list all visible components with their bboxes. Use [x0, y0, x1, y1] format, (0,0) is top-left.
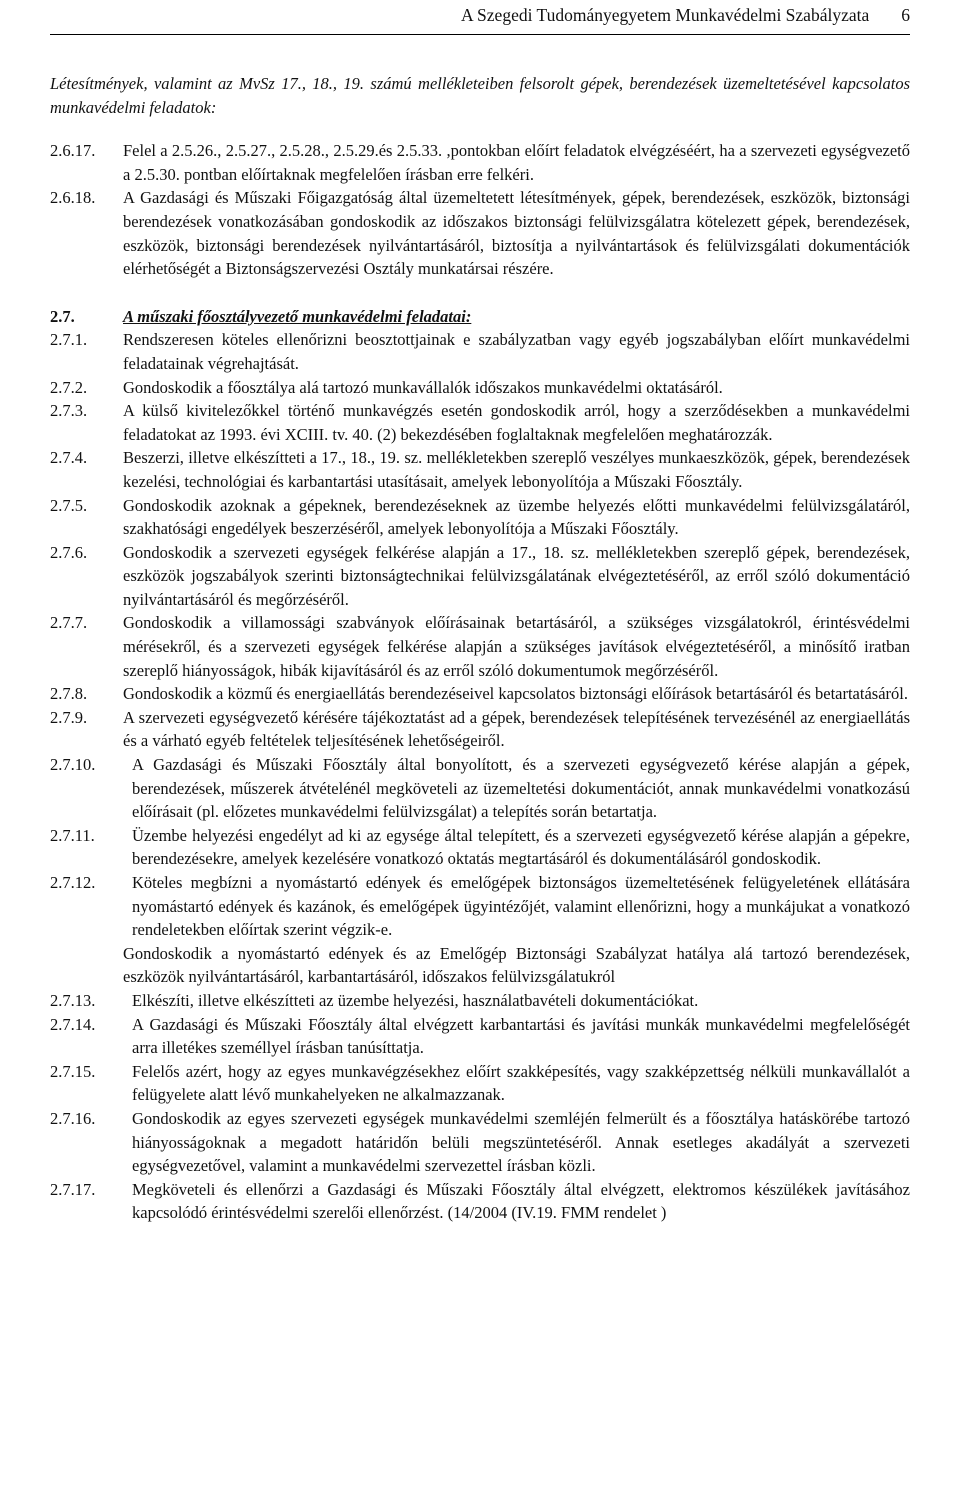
- item-number: 2.7.10.: [50, 755, 96, 775]
- section-number: 2.7.: [50, 306, 75, 326]
- item-number: 2.7.7.: [50, 613, 88, 633]
- item-number: 2.7.14.: [50, 1014, 96, 1034]
- item-text: Rendszeresen köteles ellenőrizni beosztottjainak e szabályzatban vagy egyéb jogszabályban előírt munkavédelmi feladatainak végrehajtását.: [123, 330, 910, 373]
- item-text: Gondoskodik a közmű és energiaellátás berendezéseivel kapcsolatos biztonsági előírások betartásáról és betartatásáról.: [123, 684, 908, 704]
- list-item: [50, 446, 910, 493]
- item-text: Köteles megbízni a nyomástartó edények és emelőgépek biztonságos üzemeltetésének felügyeletének ellátására nyomástartó edények és kazánok, és emelőgépek ügyintézőjét, valamint ellenőrizni, hogy a munkájukat a vonatkozó rendeletekben előírtak szerint végzik-e.: [132, 873, 910, 940]
- item-number: 2.7.5.: [50, 495, 88, 515]
- page-number: 6: [901, 5, 910, 25]
- list-item: [50, 399, 910, 446]
- section-title: A műszaki főosztályvezető munkavédelmi feladatai:: [123, 306, 472, 326]
- item-text: Gondoskodik a villamossági szabványok előírásainak betartásáról, a szükséges vizsgálatokról, érintésvédelmi mérésekről, és a szervezeti egységek felkérése alapján a szükséges javítások elvégeztetéséről, a minősítő iratban szereplő hiányosságok, hibák kijavításáról és az erről szóló dokumentumok megőrzéséről.: [123, 613, 910, 680]
- intro-paragraph: Létesítmények, valamint az MvSz 17., 18., 19. számú mellékleteiben felsorolt gépek, berendezések üzemeltetésével kapcsolatos munkavédelmi feladatok:: [50, 74, 910, 117]
- header-title: A Szegedi Tudományegyetem Munkavédelmi Szabályzata: [461, 5, 870, 25]
- page-header: [461, 3, 910, 27]
- item-2-6-18: [50, 186, 910, 280]
- list-item: [50, 494, 910, 541]
- document-body: [50, 72, 910, 1225]
- item-text: Beszerzi, illetve elkészítteti a 17., 18., 19. sz. mellékletekben szereplő veszélyes munkaeszközök, gépek, berendezések kezelési, technológiai és karbantartási utasításait, amelyek lebonyolítója a Műszaki Főosztály.: [123, 448, 910, 491]
- item-number: 2.7.6.: [50, 542, 88, 562]
- list-item: [50, 611, 910, 682]
- list-item: [50, 376, 910, 400]
- item-text: Megköveteli és ellenőrzi a Gazdasági és Műszaki Főosztály által elvégzett, elektromos készülékek javításához kapcsolódó érintésvédelmi szerelői ellenőrzést. (14/2004 (IV.19. FMM rendelet ): [132, 1179, 910, 1223]
- item-text: Gondoskodik azoknak a gépeknek, berendezéseknek az üzembe helyezés előtti munkavédelmi felülvizsgálatáról, szakhatósági engedélyek beszerzéséről, amelyek lebonyolítója a Műszaki Főosztály.: [123, 495, 910, 539]
- item-number: 2.7.3.: [50, 401, 88, 421]
- item-text: Üzembe helyezési engedélyt ad ki az egysége által telepített, és a szervezeti egységvezető kérése alapján a gépekre, berendezésekre, amelyek kezelésére vonatkozó oktatás megtartásáról és dokumentálásáról gondoskodik.: [132, 825, 910, 869]
- list-item: [50, 682, 910, 706]
- list-item: [50, 1013, 910, 1060]
- item-number: 2.7.11.: [50, 825, 95, 845]
- item-number: 2.7.1.: [50, 330, 88, 350]
- continuation-paragraph: Gondoskodik a nyomástartó edények és az Emelőgép Biztonsági Szabályzat hatálya alá tartozó berendezések, eszközök nyilvántartásáról, karbantartásáról, időszakos felülvizsgálatukról: [123, 943, 910, 987]
- item-number: 2.6.18.: [50, 188, 96, 208]
- list-item: [50, 328, 910, 375]
- list-item: [50, 989, 910, 1013]
- list-item: [50, 706, 910, 753]
- item-number: 2.7.4.: [50, 448, 88, 468]
- item-text: Gondoskodik a főosztálya alá tartozó munkavállalók időszakos munkavédelmi oktatásáról.: [123, 377, 723, 397]
- item-text: Gondoskodik a szervezeti egységek felkérése alapján a 17., 18. sz. mellékletekben szereplő gépek, berendezések, eszközök jogszabályok szerinti biztonságtechnikai felülvizsgálatának elvégeztetéséről, az erről szóló dokumentáció nyilvántartásáról és megőrzéséről.: [123, 542, 910, 609]
- item-text: A Gazdasági és Műszaki Főosztály által bonyolított, és a szervezeti egységvezető kérése alapján a gépek, berendezések, műszerek átvételénél megköveteli az üzemeltetési dokumentációt, annak munkavédelmi vonatkozású előírásait (pl. előzetes munkavédelmi felülvizsgálat) a telepítés során betartatja.: [132, 755, 910, 822]
- item-number: 2.7.9.: [50, 707, 88, 727]
- section-heading-2-7: [50, 305, 910, 329]
- item-number: 2.7.15.: [50, 1061, 96, 1081]
- item-number: 2.7.17.: [50, 1179, 96, 1199]
- item-number: 2.7.16.: [50, 1108, 96, 1128]
- item-number: 2.6.17.: [50, 141, 96, 161]
- item-text: Elkészíti, illetve elkészítteti az üzembe helyezési, használatbavételi dokumentációkat.: [132, 990, 699, 1010]
- item-text: Felel a 2.5.26., 2.5.27., 2.5.28., 2.5.29.és 2.5.33. ,pontokban előírt feladatok elvégzéséért, ha a szervezeti egységvezető a 2.5.30. pontban előírtaknak megfelelően írásban erre felkéri.: [123, 141, 910, 184]
- list-item: [50, 753, 910, 824]
- item-text: Felelős azért, hogy az egyes munkavégzésekhez előírt szakképesítés, vagy szakképzettség nélküli munkavállalót a felügyelete alatt lévő munkahelyeken ne alkalmazzanak.: [132, 1061, 910, 1105]
- list-item: [50, 1060, 910, 1107]
- item-text: A Gazdasági és Műszaki Főosztály által elvégzett karbantartási és javítási munkák munkavédelmi megfelelőségét arra illetékes személlyel írásban tanúsíttatja.: [132, 1014, 910, 1058]
- list-item: [50, 1107, 910, 1178]
- item-number: 2.7.8.: [50, 684, 88, 704]
- list-item: [50, 824, 910, 871]
- item-text: Gondoskodik az egyes szervezeti egységek munkavédelmi szemléjén felmerült és a főosztálya hatáskörébe tartozó hiányosságoknak a megadott határidőn belüli megszüntetéséről. Annak esetleges akadályát a szervezeti egységvezetővel, valamint a munkavédelmi szervezettel írásban közli.: [132, 1108, 910, 1176]
- item-text: A Gazdasági és Műszaki Főigazgatóság által üzemeltetett létesítmények, gépek, berendezések, eszközök, biztonsági berendezések vonatkozásában gondoskodik az időszakos biztonsági felülvizsgálatra kötelezett gépek, berendezések, eszközök, biztonsági berendezések nyilvántartásáról, biztosítja a nyilvántartások és felülvizsgálati dokumentációk elérhetőségét a Biztonságszervezési Osztály munkatársai részére.: [123, 188, 910, 279]
- item-number: 2.7.13.: [50, 990, 96, 1010]
- item-number: 2.7.2.: [50, 377, 88, 397]
- item-text: A szervezeti egységvezető kérésére tájékoztatást ad a gépek, berendezések telepítésének tervezésénél az energiaellátás és a várható egyéb feltételek teljesítésének lehetőségeiről.: [123, 707, 910, 751]
- item-text: A külső kivitelezőkkel történő munkavégzés esetén gondoskodik arról, hogy a szerződésekben a munkavédelmi feladatokat az 1993. évi XCIII. tv. 40. (2) bekezdésében foglaltaknak megfelelően meghatározzák.: [123, 401, 910, 444]
- item-2-6-17: [50, 139, 910, 186]
- list-item: [50, 871, 910, 942]
- header-divider: [50, 34, 910, 35]
- list-item: [50, 541, 910, 612]
- item-number: 2.7.12.: [50, 873, 96, 892]
- list-item: [50, 1178, 910, 1225]
